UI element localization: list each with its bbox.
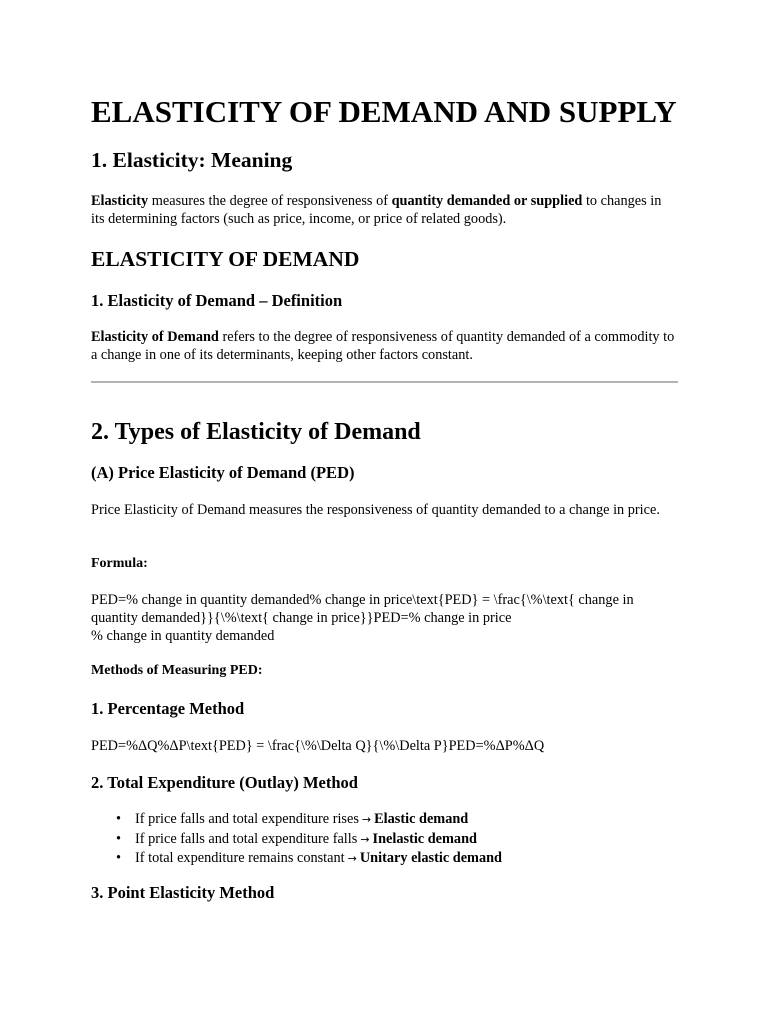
text-run: measures the degree of responsiveness of	[148, 193, 392, 209]
subheading-ped: (A) Price Elasticity of Demand (PED)	[91, 463, 355, 482]
bullet-text: If price falls and total expenditure falls	[135, 830, 358, 847]
bold-term: quantity demanded or supplied	[391, 193, 583, 209]
text-run: refers to the degree of responsiveness of quantity demanded of a commodity to a change in one of its determinants, keeping other factors constant.	[91, 329, 675, 363]
section-heading-meaning: 1. Elasticity: Meaning	[91, 148, 293, 172]
paragraph-ped: Price Elasticity of Demand measures the responsiveness of quantity demanded to a change in price.	[91, 502, 660, 518]
bullet-result: Inelastic demand	[372, 830, 477, 847]
document-title: ELASTICITY OF DEMAND AND SUPPLY	[91, 94, 677, 129]
method-heading-point-elasticity: 3. Point Elasticity Method	[91, 883, 275, 902]
expenditure-bullet-list	[91, 810, 678, 869]
bullet-text: If total expenditure remains constant	[135, 850, 345, 866]
list-item	[91, 810, 678, 830]
method-heading-percentage: 1. Percentage Method	[91, 699, 245, 718]
bullet-icon: •	[116, 850, 122, 866]
formula-line-2: % change in quantity demanded	[91, 628, 275, 644]
text-run: to changes in its determining factors (such as price, income, or price of related goods).	[91, 193, 662, 227]
horizontal-divider	[91, 381, 678, 383]
paragraph-elasticity-meaning	[91, 192, 678, 228]
list-item	[91, 849, 678, 869]
subheading-definition: 1. Elasticity of Demand – Definition	[91, 291, 343, 310]
formula-label: Formula:	[91, 556, 148, 571]
bullet-result: Unitary elastic demand	[359, 850, 503, 866]
bullet-text: If price falls and total expenditure rises	[135, 811, 359, 827]
bold-term: Elasticity	[91, 193, 149, 209]
list-item	[91, 830, 678, 850]
bullet-icon: •	[116, 830, 122, 847]
percentage-method-formula: PED=%ΔQ%ΔP\text{PED} = \frac{\%\Delta Q}{\%\Delta P}PED=%ΔP%ΔQ	[91, 738, 545, 754]
right-arrow-icon: →	[360, 832, 370, 846]
bold-term: Elasticity of Demand	[91, 329, 219, 345]
formula-line-1: PED=% change in quantity demanded% change in price\text{PED} = \frac{\%\text{ change in quantity demanded}}{\%\text{ change in price}}PED=% change in price	[91, 592, 634, 626]
bullet-icon: •	[116, 811, 122, 827]
methods-label: Methods of Measuring PED:	[91, 663, 263, 678]
right-arrow-icon: →	[361, 813, 372, 826]
paragraph-definition	[91, 328, 678, 364]
method-heading-total-expenditure: 2. Total Expenditure (Outlay) Method	[91, 773, 358, 792]
right-arrow-icon: →	[347, 852, 357, 865]
section-heading-types: 2. Types of Elasticity of Demand	[91, 419, 421, 445]
section-heading-elasticity-of-demand: ELASTICITY OF DEMAND	[91, 247, 360, 271]
bullet-result: Elastic demand	[374, 811, 469, 827]
formula-text	[91, 591, 678, 645]
